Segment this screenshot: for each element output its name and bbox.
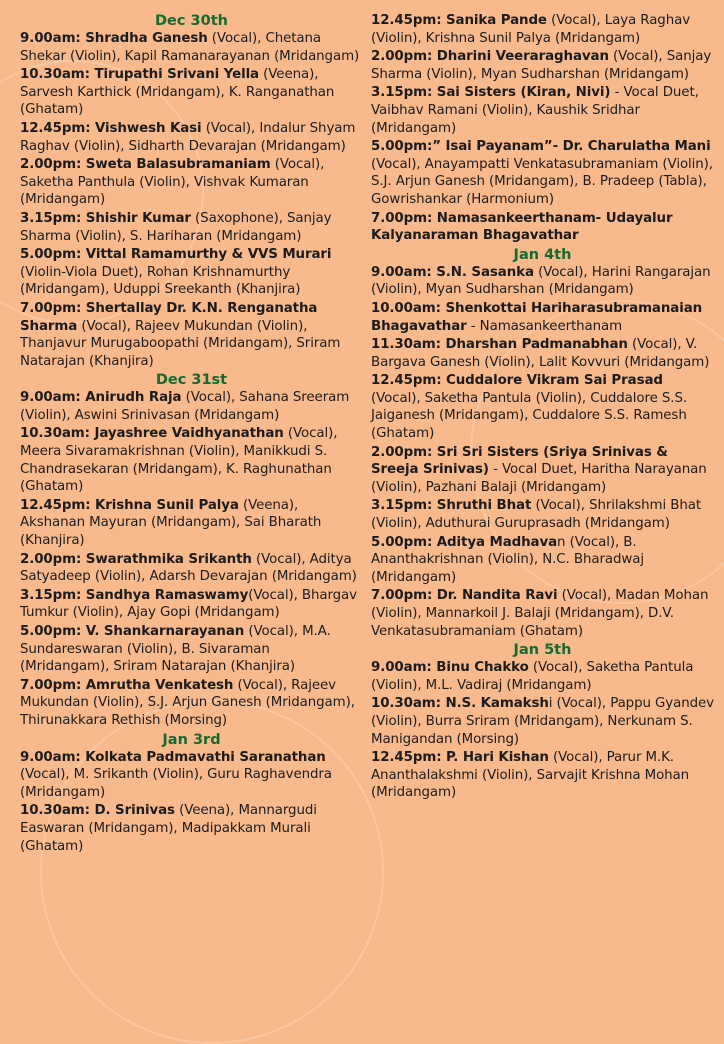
schedule-entry xyxy=(371,210,714,245)
lead-artist: Tirupathi Srivani Yella xyxy=(94,67,259,83)
accompanists: (Vocal), Chetana Shekar (Violin), Kapil Ramanarayanan (Mridangam) xyxy=(20,31,360,64)
lead-artist: Kolkata Padmavathi Saranathan xyxy=(85,749,326,765)
performance-time: 3.15pm: xyxy=(20,587,86,603)
performance-time-and-artist xyxy=(20,211,191,226)
schedule-entry xyxy=(20,749,363,802)
performance-time: 2.00pm: xyxy=(371,444,437,460)
schedule-entry xyxy=(20,156,363,209)
lead-artist: ” Isai Payanam”- Dr. Charulatha Mani xyxy=(432,139,711,155)
lead-artist: Sai Sisters (Kiran, Nivi) xyxy=(436,85,611,101)
lead-artist: Binu Chakko xyxy=(436,660,529,676)
performance-time-and-artist xyxy=(371,696,549,711)
performance-time-and-artist xyxy=(371,211,672,244)
schedule-entry xyxy=(371,372,714,442)
performance-time: 5.00pm: xyxy=(20,624,86,639)
schedule-entry xyxy=(20,30,363,65)
performance-time: 3.15pm: xyxy=(20,210,86,226)
performance-time: 10.00am: xyxy=(371,300,446,316)
accompanists: (Vocal), Anayampatti Venkatasubramaniam (Violin), S.J. Arjun Ganesh (Mridangam), B. Pradeep (Tabla), Gowrishankar (Harmonium) xyxy=(371,156,713,207)
lead-artist: Aditya Madhava xyxy=(436,534,558,550)
schedule-entry xyxy=(371,48,714,83)
performance-time-and-artist xyxy=(371,588,557,603)
performance-time-and-artist xyxy=(371,13,547,28)
schedule-entry xyxy=(371,749,714,802)
performance-time-and-artist xyxy=(371,49,609,64)
performance-time-and-artist xyxy=(20,678,233,693)
performance-time-and-artist xyxy=(20,552,252,567)
accompanists: (Saxophone), Sanjay Sharma (Violin), S. Hariharan (Mridangam) xyxy=(20,210,332,244)
performance-time: 9.00am: xyxy=(20,390,86,406)
accompanists: (Vocal), Rajeev Mukundan (Violin), Thanjavur Murugaboopathi (Mridangam), Sriram Natarajan (Khanjira) xyxy=(20,318,341,369)
performance-time: 10.30am: xyxy=(371,696,446,712)
performance-time: 12.45pm: xyxy=(371,750,447,766)
accompanists: n (Vocal), B. Ananthakrishnan (Violin), N.C. Bharadwaj (Mridangam) xyxy=(371,534,644,585)
lead-artist: Shradha Ganesh xyxy=(85,31,208,46)
left-schedule-column xyxy=(20,12,363,856)
day-heading-jan-4th: Jan 4th xyxy=(513,246,572,263)
schedule-entry xyxy=(371,264,714,299)
accompanists: (Vocal), V. Bargava Ganesh (Violin), Lalit Kovvuri (Mridangam) xyxy=(371,337,710,370)
lead-artist: Dharini Veeraraghavan xyxy=(436,49,609,65)
accompanists: (Vocal), Aditya Satyadeep (Violin), Adarsh Devarajan (Mridangam) xyxy=(20,551,357,585)
day-heading-jan-3rd: Jan 3rd xyxy=(162,731,221,748)
accompanists: (Violin-Viola Duet), Rohan Krishnamurthy (Mridangam), Uduppi Sreekanth (Khanjira) xyxy=(20,264,301,298)
accompanists: (Vocal), Indalur Shyam Raghav (Violin), Sidharth Devarajan (Mridangam) xyxy=(20,120,356,154)
performance-time: 9.00am: xyxy=(371,264,437,280)
lead-artist: P. Hari Kishan xyxy=(446,750,549,766)
performance-time: 9.00am: xyxy=(20,749,86,765)
performance-time-and-artist xyxy=(20,624,244,639)
performance-time: 12.45pm: xyxy=(20,497,96,513)
lead-artist: Swarathmika Srikanth xyxy=(85,551,252,567)
schedule-entry xyxy=(371,84,714,137)
performance-time: 7.00pm: xyxy=(20,300,86,316)
schedule-entry xyxy=(20,300,363,370)
schedule-entry xyxy=(371,534,714,587)
day-heading-dec-31st: Dec 31st xyxy=(155,372,228,389)
performance-time-and-artist xyxy=(371,373,663,388)
schedule-entry xyxy=(20,66,363,119)
lead-artist: Krishna Sunil Palya xyxy=(95,497,239,513)
performance-time: 5.00pm: xyxy=(20,247,86,263)
lead-artist: Dharshan Padmanabhan xyxy=(445,337,628,353)
schedule-entry xyxy=(371,138,714,208)
lead-artist: Namasankeerthanam- Udayalur Kalyanaraman Bhagavathar xyxy=(371,210,673,244)
performance-time: 9.00am: xyxy=(371,660,437,676)
accompanists: - Vocal Duet, Haritha Narayanan (Violin), Pazhani Balaji (Mridangam) xyxy=(371,462,707,495)
schedule-entry xyxy=(20,677,363,730)
schedule-entry xyxy=(371,300,714,335)
schedule-entry xyxy=(371,587,714,640)
accompanists: (Vocal), Parur M.K. Ananthalakshmi (Violin), Sarvajit Krishna Mohan (Mridangam) xyxy=(371,750,690,801)
lead-artist: Shertallay Dr. K.N. Renganatha Sharma xyxy=(20,300,318,334)
performance-time: 12.45pm: xyxy=(371,373,447,389)
accompanists: - Vocal Duet, Vaibhav Ramani (Violin), Kaushik Sridhar (Mridangam) xyxy=(371,85,699,136)
accompanists: (Vocal), Saketha Pantula (Violin), Cuddalore S.S. Jaiganesh (Mridangam), Cuddalore S.S. Ramesh (Ghatam) xyxy=(371,390,688,442)
performance-time: 2.00pm: xyxy=(20,157,86,173)
lead-artist: Shenkottai Hariharasubramanaian Bhagavathar xyxy=(371,300,703,334)
performance-time-and-artist xyxy=(371,750,549,765)
performance-time-and-artist xyxy=(371,660,529,675)
lead-artist: Sri Sri Sisters (Sriya Srinivas & Sreeja Srinivas) xyxy=(371,444,668,478)
performance-time: 5.00pm: xyxy=(371,139,433,155)
accompanists: - Namasankeerthanam xyxy=(466,318,623,334)
schedule-entry xyxy=(20,551,363,586)
performance-time-and-artist xyxy=(20,750,326,765)
accompanists: (Veena), Mannargudi Easwaran (Mridangam), Madipakkam Murali (Ghatam) xyxy=(20,803,317,854)
lead-artist: Shruthi Bhat xyxy=(436,498,532,514)
accompanists: (Veena), Sarvesh Karthick (Mridangam), K. Ranganathan (Ghatam) xyxy=(20,67,335,118)
performance-time: 3.15pm: xyxy=(371,85,437,101)
lead-artist: Jayashree Vaidhyanathan xyxy=(94,426,284,442)
accompanists: (Vocal), Rajeev Mukundan (Violin), S.J. Arjun Ganesh (Mridangam), Thirunakkara Rethish (Morsing) xyxy=(20,677,355,728)
accompanists: (Vocal), M.A. Sundareswaran (Violin), B. Sivaraman (Mridangam), Sriram Natarajan (Khanjira) xyxy=(20,624,331,675)
schedule-entry xyxy=(20,246,363,299)
accompanists: (Vocal), Saketha Pantula (Violin), M.L. Vadiraj (Mridangam) xyxy=(371,660,694,693)
day-heading-dec-30th: Dec 30th xyxy=(155,13,228,29)
performance-time-and-artist xyxy=(20,803,175,818)
schedule-entry xyxy=(20,497,363,550)
schedule-entry xyxy=(20,120,363,155)
lead-artist: N.S. Kamaksh xyxy=(445,696,549,712)
accompanists: (Vocal), Bhargav Tumkur (Violin), Ajay Gopi (Mridangam) xyxy=(20,587,357,621)
schedule-entry xyxy=(371,497,714,532)
accompanists: (Veena), Akshanan Mayuran (Mridangam), Sai Bharath (Khanjira) xyxy=(20,497,322,549)
performance-time: 12.45pm: xyxy=(20,120,96,136)
performance-time-and-artist xyxy=(20,588,248,603)
schedule-entry xyxy=(371,336,714,371)
performance-time: 5.00pm: xyxy=(371,534,437,550)
schedule-entry xyxy=(20,425,363,495)
lead-artist: S.N. Sasanka xyxy=(436,264,534,280)
lead-artist: Sanika Pande xyxy=(446,13,547,28)
performance-time-and-artist xyxy=(371,337,628,352)
performance-time: 2.00pm: xyxy=(20,551,86,567)
schedule-entry xyxy=(20,623,363,676)
accompanists: (Vocal), Shrilakshmi Bhat (Violin), Aduthurai Guruprasadh (Mridangam) xyxy=(371,498,702,532)
performance-time-and-artist xyxy=(20,157,271,172)
accompanists: (Vocal), Sanjay Sharma (Violin), Myan Sudharshan (Mridangam) xyxy=(371,49,712,82)
performance-time: 7.00pm: xyxy=(371,210,437,226)
lead-artist: Anirudh Raja xyxy=(85,390,182,406)
performance-time-and-artist xyxy=(20,31,208,46)
schedule-entry xyxy=(20,802,363,855)
schedule-entry xyxy=(371,12,714,47)
accompanists: (Vocal), Madan Mohan (Violin), Mannarkoil J. Balaji (Mridangam), D.V. Venkatasubramaniam (Ghatam) xyxy=(371,588,709,639)
performance-time: 9.00am: xyxy=(20,31,86,46)
schedule-entry xyxy=(371,444,714,497)
performance-time-and-artist xyxy=(371,535,557,550)
performance-time-and-artist xyxy=(371,265,534,280)
right-schedule-column xyxy=(371,12,714,803)
day-heading-jan-5th: Jan 5th xyxy=(513,642,572,659)
accompanists: (Vocal), Meera Sivaramakrishnan (Violin), Manikkudi S. Chandrasekaran (Mridangam), K. Raghunathan (Ghatam) xyxy=(20,426,338,495)
lead-artist: V. Shankarnarayanan xyxy=(85,624,245,639)
accompanists: (Vocal), M. Srikanth (Violin), Guru Raghavendra (Mridangam) xyxy=(20,767,332,800)
lead-artist: Sandhya Ramaswamy xyxy=(85,587,249,603)
schedule-entry xyxy=(371,695,714,748)
performance-time-and-artist xyxy=(371,498,531,513)
accompanists: (Vocal), Sahana Sreeram (Violin), Aswini Srinivasan (Mridangam) xyxy=(20,390,350,423)
schedule-entry xyxy=(20,587,363,622)
lead-artist: Vishwesh Kasi xyxy=(95,120,202,136)
performance-time-and-artist xyxy=(20,247,331,262)
performance-time: 10.30am: xyxy=(20,426,95,442)
performance-time-and-artist xyxy=(20,67,259,82)
performance-time-and-artist xyxy=(20,390,181,405)
accompanists: (Vocal), Harini Rangarajan (Violin), Myan Sudharshan (Mridangam) xyxy=(371,264,711,298)
performance-time-and-artist xyxy=(20,498,239,513)
lead-artist: Sweta Balasubramaniam xyxy=(85,157,271,173)
performance-time: 10.30am: xyxy=(20,803,95,819)
accompanists: i (Vocal), Pappu Gyandev (Violin), Burra Sriram (Mridangam), Nerkunam S. Manigandan (Morsing) xyxy=(371,696,714,747)
schedule-entry xyxy=(20,210,363,245)
performance-time: 7.00pm: xyxy=(20,677,86,693)
performance-time: 3.15pm: xyxy=(371,498,437,514)
performance-time-and-artist xyxy=(20,426,284,441)
performance-time: 11.30am: xyxy=(371,337,446,353)
accompanists: (Vocal), Laya Raghav (Violin), Krishna Sunil Palya (Mridangam) xyxy=(371,13,691,46)
performance-time-and-artist xyxy=(371,85,610,100)
lead-artist: Vittal Ramamurthy & VVS Murari xyxy=(85,247,332,263)
lead-artist: D. Srinivas xyxy=(94,803,175,819)
accompanists: (Vocal), Saketha Panthula (Violin), Vishvak Kumaran (Mridangam) xyxy=(20,157,325,208)
performance-time: 10.30am: xyxy=(20,67,95,83)
lead-artist: Amrutha Venkatesh xyxy=(85,677,234,693)
performance-time: 2.00pm: xyxy=(371,49,437,65)
lead-artist: Cuddalore Vikram Sai Prasad xyxy=(446,373,663,389)
lead-artist: Dr. Nandita Ravi xyxy=(436,588,558,604)
schedule-entry xyxy=(20,389,363,424)
performance-time: 7.00pm: xyxy=(371,588,437,604)
performance-time-and-artist xyxy=(20,121,202,136)
performance-time-and-artist xyxy=(371,139,711,154)
performance-time: 12.45pm: xyxy=(371,13,447,28)
schedule-entry xyxy=(371,659,714,694)
lead-artist: Shishir Kumar xyxy=(85,210,191,226)
